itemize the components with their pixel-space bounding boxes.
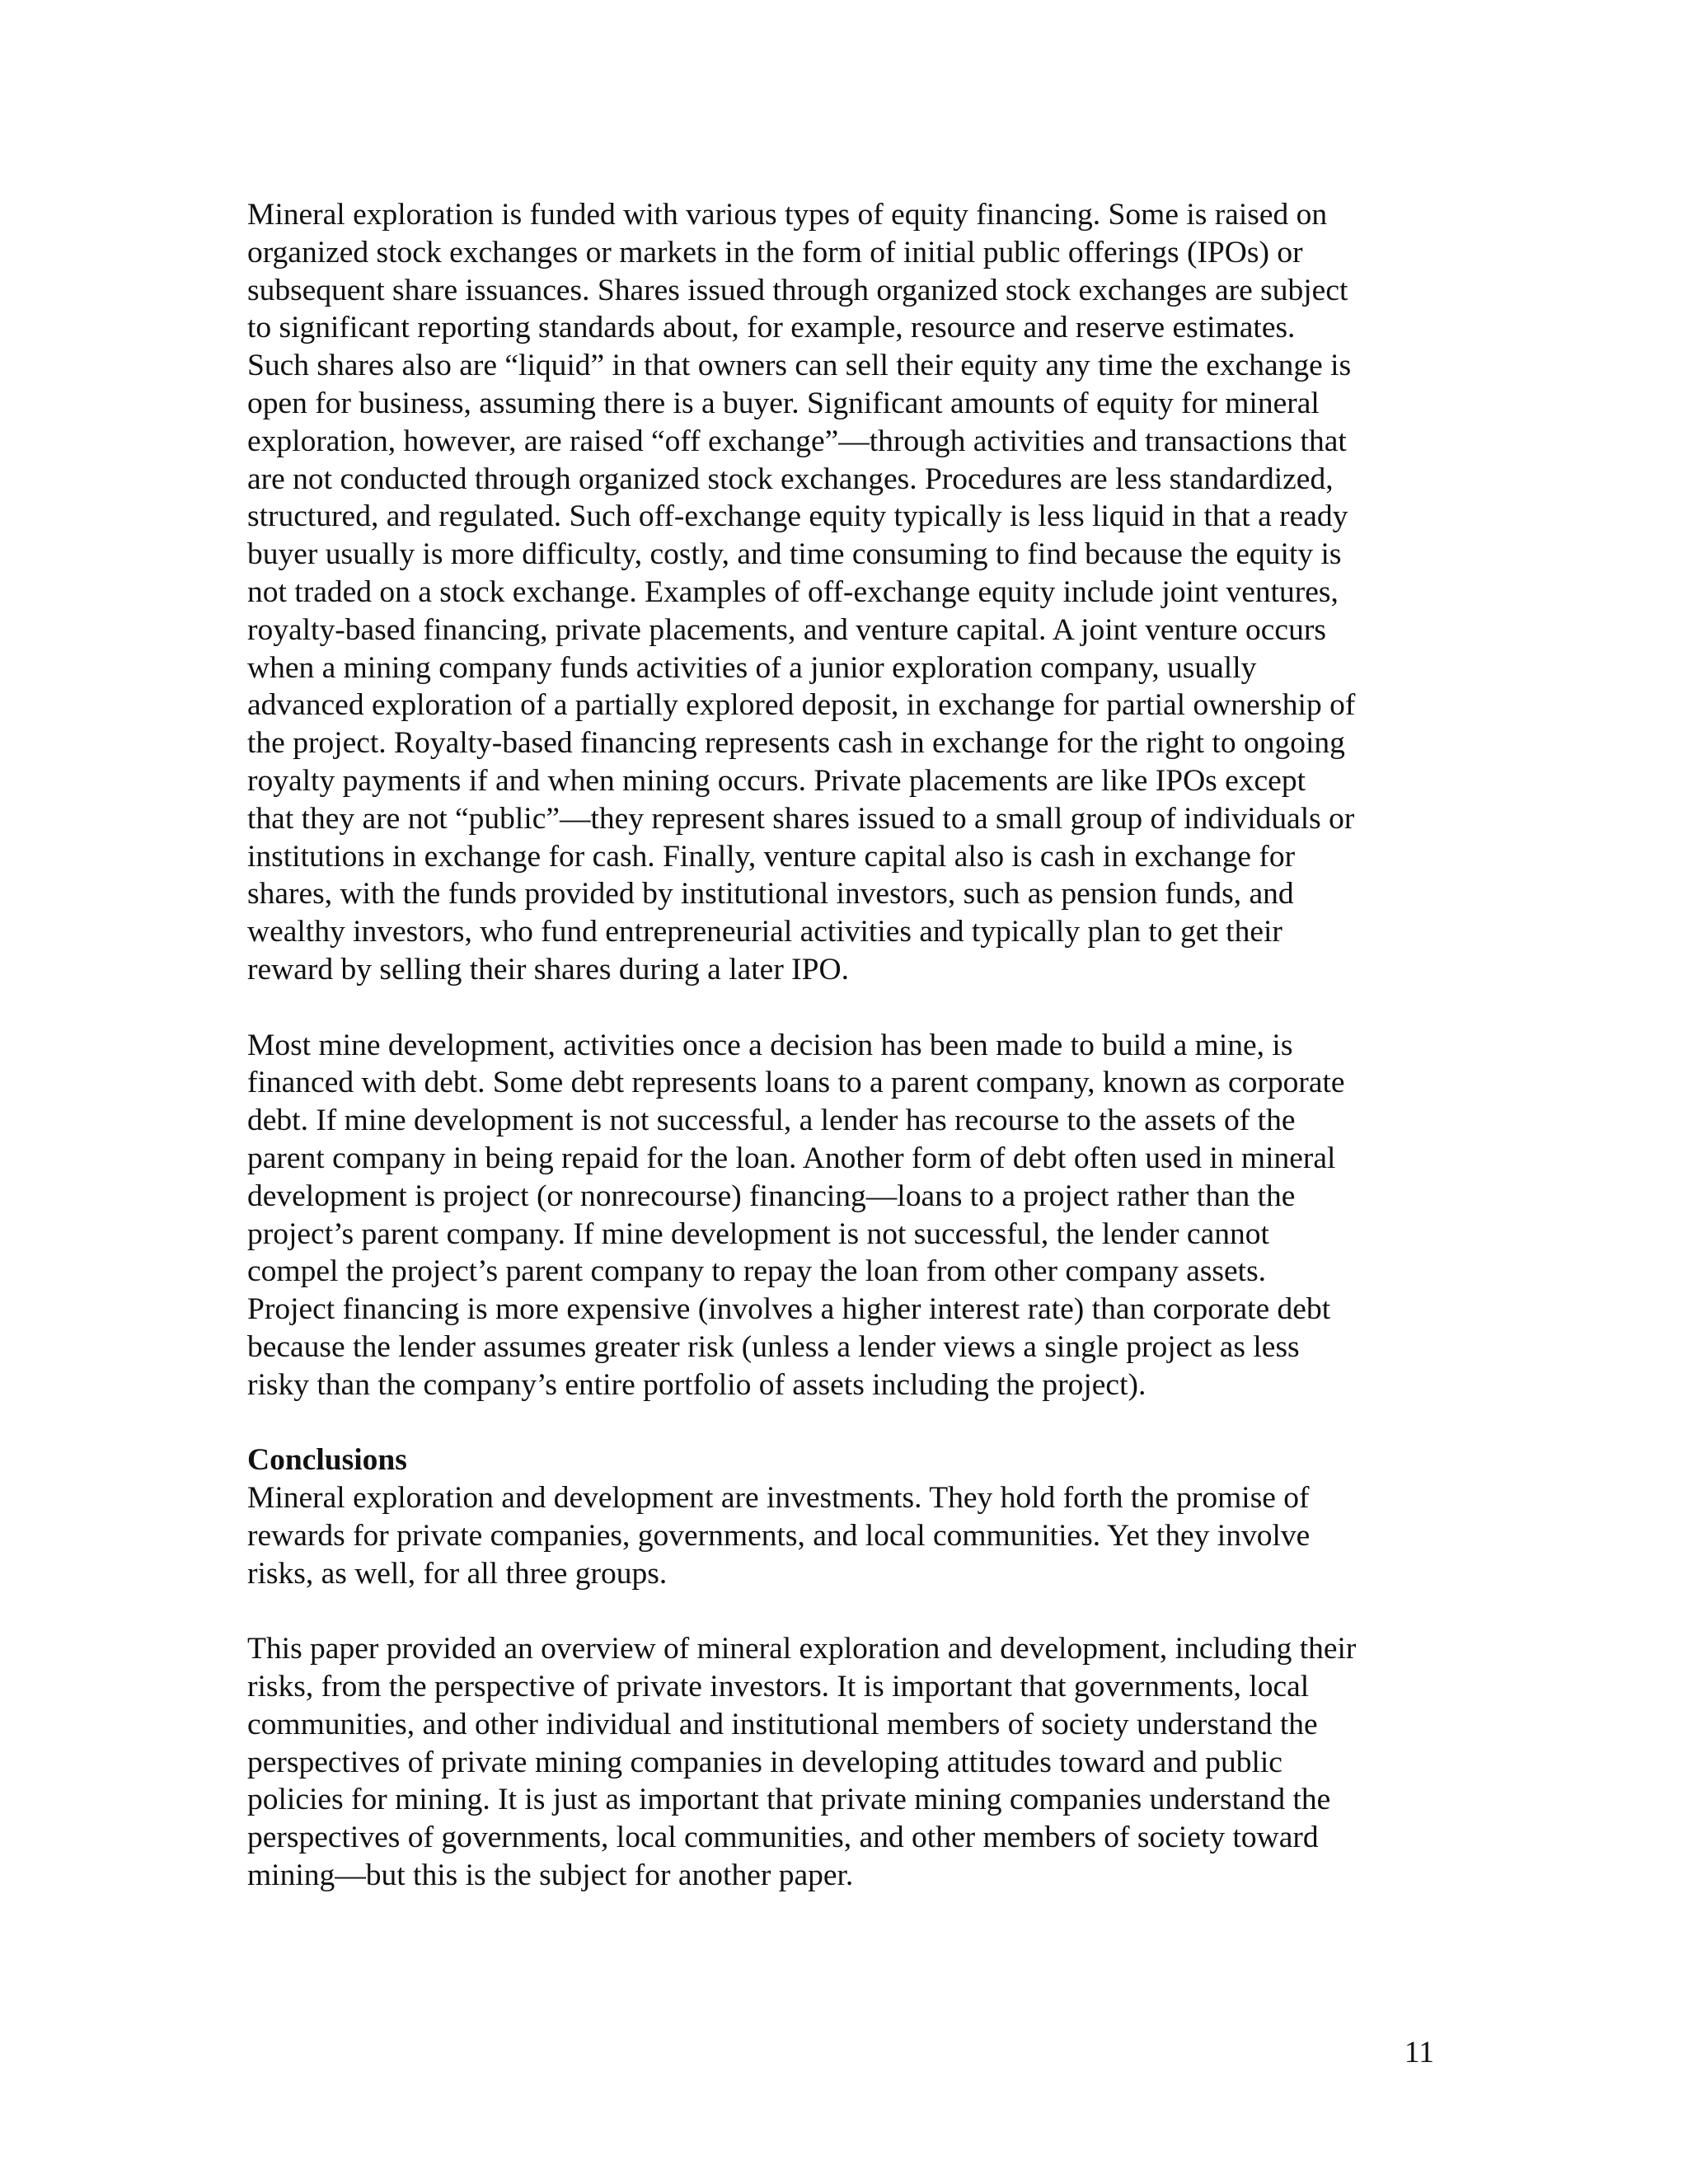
text-line: This paper provided an overview of mineral exploration and development, including their — [247, 1632, 1357, 1666]
text-line: Project financing is more expensive (involves a higher interest rate) than corporate debt — [247, 1292, 1331, 1327]
text-line: open for business, assuming there is a buyer. Significant amounts of equity for mineral — [247, 386, 1320, 420]
text-line: institutions in exchange for cash. Finally, venture capital also is cash in exchange for — [247, 839, 1296, 874]
text-line: debt. If mine development is not successful, a lender has recourse to the assets of the — [247, 1104, 1296, 1138]
paragraph-gap — [247, 989, 1442, 1027]
page-body — [247, 196, 1442, 1895]
text-line: Mineral exploration is funded with various types of equity financing. Some is raised on — [247, 198, 1328, 232]
paragraph-gap — [247, 1404, 1442, 1442]
text-line: advanced exploration of a partially explored deposit, in exchange for partial ownership of — [247, 688, 1356, 723]
text-line: not traded on a stock exchange. Examples of off-exchange equity include joint ventures, — [247, 574, 1339, 609]
text-line: Most mine development, activities once a decision has been made to build a mine, is — [247, 1028, 1293, 1062]
text-line: policies for mining. It is just as important that private mining companies understand the — [247, 1783, 1331, 1817]
text-line: shares, with the funds provided by institutional investors, such as pension funds, and — [247, 877, 1294, 912]
page-number: 11 — [1404, 2036, 1434, 2069]
text-line: to significant reporting standards about, for example, resource and reserve estimates. — [247, 311, 1296, 345]
text-line: that they are not “public”—they represent shares issued to a small group of individuals or — [247, 801, 1355, 836]
paragraph-conclusions-summary — [247, 1630, 1442, 1895]
text-line: when a mining company funds activities of a junior exploration company, usually — [247, 650, 1257, 685]
section-heading-conclusions: Conclusions — [247, 1443, 407, 1478]
text-line: perspectives of governments, local communities, and other members of society toward — [247, 1821, 1319, 1855]
text-line: financed with debt. Some debt represents loans to a parent company, known as corporate — [247, 1066, 1345, 1100]
text-line: communities, and other individual and institutional members of society understand the — [247, 1707, 1318, 1741]
text-line: rewards for private companies, governments, and local communities. Yet they involve — [247, 1518, 1311, 1553]
text-line: mining—but this is the subject for another paper. — [247, 1858, 854, 1893]
text-line: Mineral exploration and development are investments. They hold forth the promise of — [247, 1481, 1310, 1516]
text-line: Such shares also are “liquid” in that owners can sell their equity any time the exchange is — [247, 349, 1352, 383]
text-line: subsequent share issuances. Shares issued through organized stock exchanges are subject — [247, 273, 1348, 307]
text-line: are not conducted through organized stock exchanges. Procedures are less standardized, — [247, 462, 1334, 496]
text-line: wealthy investors, who fund entrepreneurial activities and typically plan to get their — [247, 915, 1282, 949]
text-line: structured, and regulated. Such off-exchange equity typically is less liquid in that a ready — [247, 499, 1348, 534]
paragraph-debt-financing — [247, 1027, 1442, 1404]
text-line: development is project (or nonrecourse) financing—loans to a project rather than the — [247, 1179, 1296, 1213]
text-line: royalty-based financing, private placements, and venture capital. A joint venture occurs — [247, 612, 1326, 647]
text-line: parent company in being repaid for the loan. Another form of debt often used in mineral — [247, 1141, 1336, 1175]
paragraph-gap — [247, 1592, 1442, 1630]
text-line: compel the project’s parent company to repay the loan from other company assets. — [247, 1254, 1267, 1289]
text-line: project’s parent company. If mine development is not successful, the lender cannot — [247, 1216, 1269, 1251]
text-line: reward by selling their shares during a later IPO. — [247, 952, 849, 987]
text-line: exploration, however, are raised “off exchange”—through activities and transactions that — [247, 424, 1347, 458]
text-line: royalty payments if and when mining occurs. Private placements are like IPOs except — [247, 763, 1306, 798]
text-line: risks, from the perspective of private investors. It is important that governments, local — [247, 1670, 1310, 1704]
text-line: perspectives of private mining companies in developing attitudes toward and public — [247, 1745, 1282, 1779]
text-line: organized stock exchanges or markets in the form of initial public offerings (IPOs) or — [247, 235, 1303, 269]
text-line: buyer usually is more difficulty, costly, and time consuming to find because the equity is — [247, 537, 1342, 572]
text-line: because the lender assumes greater risk (unless a lender views a single project as less — [247, 1329, 1300, 1364]
paragraph-equity-financing — [247, 196, 1442, 989]
text-line: risks, as well, for all three groups. — [247, 1556, 668, 1591]
paragraph-conclusions-intro — [247, 1479, 1442, 1592]
text-line: the project. Royalty-based financing represents cash in exchange for the right to ongoing — [247, 726, 1345, 761]
text-line: risky than the company’s entire portfolio of assets including the project). — [247, 1367, 1146, 1402]
